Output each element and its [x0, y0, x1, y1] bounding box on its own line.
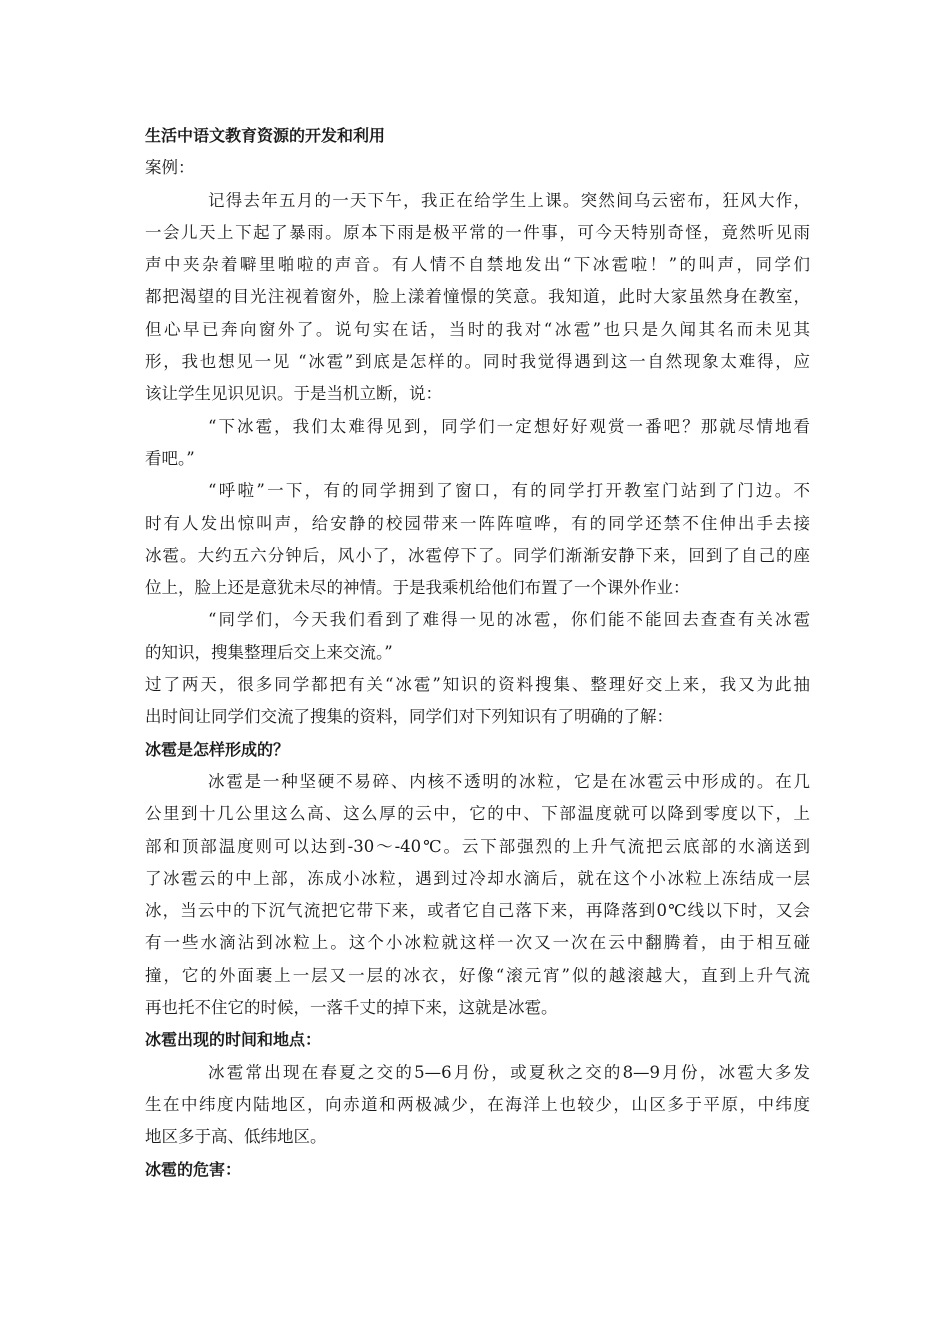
- paragraph-line: “同学们，今天我们看到了难得一见的冰雹，你们能不能回去查查有关冰雹: [208, 610, 810, 630]
- paragraph-line: 看吧。”: [145, 448, 195, 468]
- paragraph-line: 部和顶部温度则可以达到-30～-40℃。云下部强烈的上升气流把云底部的水滴送到: [145, 836, 810, 856]
- section-heading: 冰雹是怎样形成的？: [145, 739, 290, 759]
- paragraph-line: 但心早已奔向窗外了。说句实在话，当时的我对“冰雹”也只是久闻其名而未见其: [145, 319, 810, 339]
- paragraph-line: 地区多于高、低纬地区。: [145, 1127, 327, 1147]
- paragraph-line: 撞，它的外面裹上一层又一层的冰衣，好像“滚元宵”似的越滚越大，直到上升气流: [145, 965, 810, 985]
- paragraph-line: 时有人发出惊叫声，给安静的校园带来一阵阵喧哗，有的同学还禁不住伸出手去接: [145, 513, 810, 533]
- paragraph-line: 出时间让同学们交流了搜集的资料，同学们对下列知识有了明确的了解：: [145, 707, 673, 727]
- paragraph-line: 冰，当云中的下沉气流把它带下来，或者它自己落下来，再降落到0℃线以下时，又会: [145, 901, 810, 921]
- document-title: 生活中语文教育资源的开发和利用: [145, 126, 386, 145]
- paragraph-line: 有一些水滴沾到冰粒上。这个小冰粒就这样一次又一次在云中翻腾着，由于相互碰: [145, 933, 810, 953]
- paragraph-line: “下冰雹，我们太难得见到，同学们一定想好好观赏一番吧？那就尽情地看: [208, 416, 810, 436]
- paragraph-line: 过了两天，很多同学都把有关“冰雹”知识的资料搜集、整理好交上来，我又为此抽: [145, 675, 810, 695]
- paragraph-line: 冰雹是一种坚硬不易碎、内核不透明的冰粒，它是在冰雹云中形成的。在几: [208, 771, 810, 791]
- paragraph-line: 了冰雹云的中上部，冻成小冰粒，遇到过冷却水滴后，就在这个小冰粒上冻结成一层: [145, 868, 810, 888]
- paragraph-line: 都把渴望的目光注视着窗外，脸上漾着憧憬的笑意。我知道，此时大家虽然身在教室，: [145, 287, 810, 307]
- paragraph-line: 该让学生见识见识。于是当机立断，说：: [145, 384, 442, 404]
- document-body: [145, 185, 810, 1186]
- section-heading: 冰雹的危害：: [145, 1159, 242, 1179]
- paragraph-line: 生在中纬度内陆地区，向赤道和两极减少，在海洋上也较少，山区多于平原，中纬度: [145, 1094, 810, 1114]
- paragraph-line: 的知识，搜集整理后交上来交流。”: [145, 642, 393, 662]
- paragraph-line: 位上，脸上还是意犹未尽的神情。于是我乘机给他们布置了一个课外作业：: [145, 578, 690, 598]
- paragraph-line: 记得去年五月的一天下午，我正在给学生上课。突然间乌云密布，狂风大作，: [208, 190, 810, 210]
- paragraph-line: “呼啦”一下，有的同学拥到了窗口，有的同学打开教室门站到了门边。不: [208, 481, 810, 501]
- paragraph-line: 形，我也想见一见 “冰雹”到底是怎样的。同时我觉得遇到这一自然现象太难得，应: [145, 352, 810, 372]
- section-heading: 冰雹出现的时间和地点：: [145, 1030, 322, 1050]
- paragraph-line: 再也托不住它的时候，一落千丈的掉下来，这就是冰雹。: [145, 998, 558, 1018]
- paragraph-line: 公里到十几公里这么高、这么厚的云中，它的中、下部温度就可以降到零度以下，上: [145, 804, 810, 824]
- paragraph-line: 冰雹。大约五六分钟后，风小了，冰雹停下了。同学们渐渐安静下来，回到了自己的座: [145, 545, 810, 565]
- document-page: [145, 120, 810, 1186]
- paragraph-line: 一会儿天上下起了暴雨。原本下雨是极平常的一件事，可今天特别奇怪，竟然听见雨: [145, 222, 810, 242]
- paragraph-line: 冰雹常出现在春夏之交的5—6月份，或夏秋之交的8—9月份，冰雹大多发: [208, 1062, 810, 1082]
- case-label: 案例：: [145, 158, 195, 178]
- paragraph-line: 声中夹杂着噼里啪啦的声音。有人情不自禁地发出“下冰雹啦！”的叫声，同学们: [145, 255, 810, 275]
